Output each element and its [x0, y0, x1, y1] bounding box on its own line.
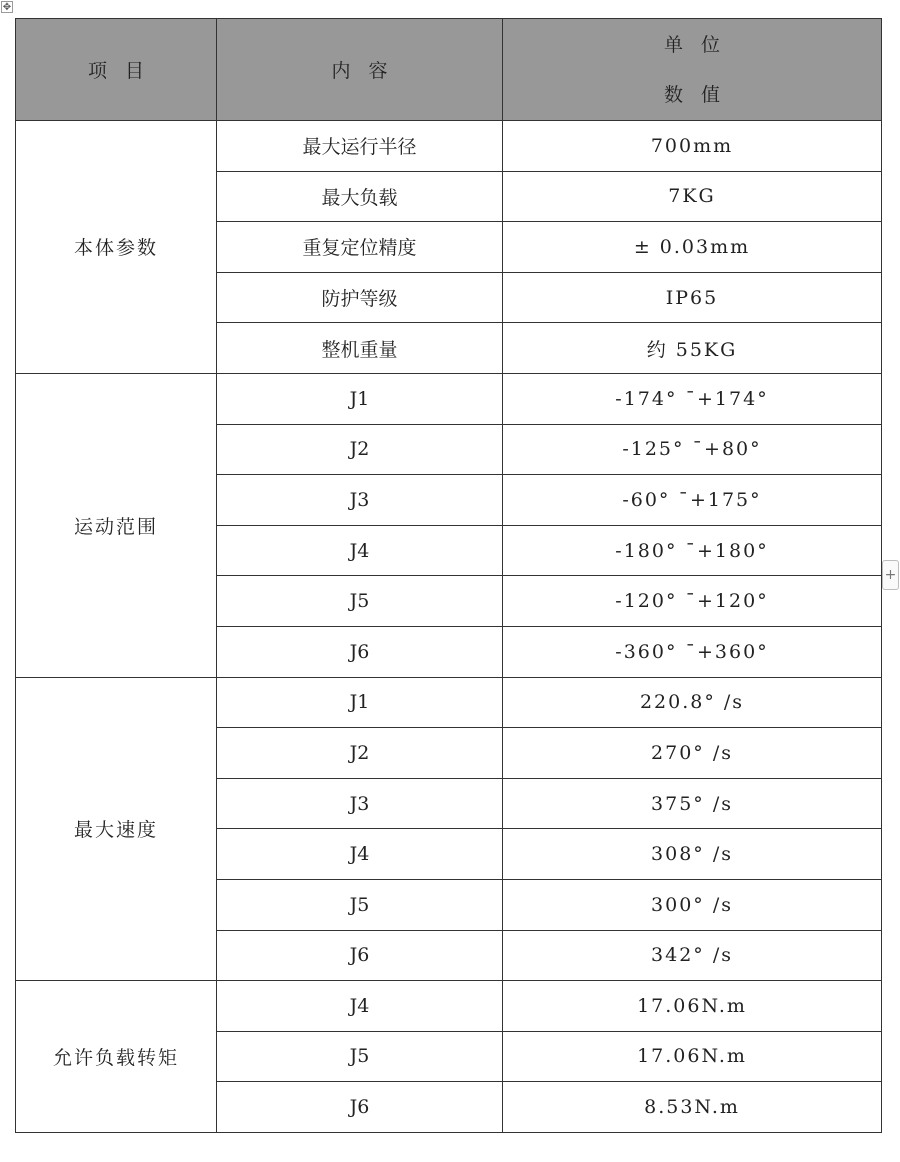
row-value: 7KG: [503, 171, 882, 222]
row-value: 270° /s: [503, 728, 882, 779]
add-row-plus-icon[interactable]: +: [882, 560, 899, 590]
table-row: [16, 373, 882, 424]
row-content: J1: [217, 373, 503, 424]
row-value: 375° /s: [503, 778, 882, 829]
header-content: 内容: [217, 19, 503, 121]
row-content: J5: [217, 576, 503, 627]
row-content: J6: [217, 1082, 503, 1133]
row-value: 220.8° /s: [503, 677, 882, 728]
row-content: J2: [217, 728, 503, 779]
group-label: 允许负载转矩: [16, 981, 217, 1133]
row-content: J2: [217, 424, 503, 475]
row-content: J6: [217, 626, 503, 677]
row-value: -180° ¯+180°: [503, 525, 882, 576]
row-value: -174° ¯+174°: [503, 373, 882, 424]
row-value: -125° ¯+80°: [503, 424, 882, 475]
group-label: 本体参数: [16, 121, 217, 374]
row-value: 300° /s: [503, 879, 882, 930]
row-content: J3: [217, 778, 503, 829]
row-content: J5: [217, 1031, 503, 1082]
header-row: [16, 19, 882, 121]
row-content: J3: [217, 475, 503, 526]
row-value: 700mm: [503, 121, 882, 172]
row-value: ± 0.03mm: [503, 222, 882, 273]
row-content: J1: [217, 677, 503, 728]
table-row: [16, 981, 882, 1032]
row-content: 最大运行半径: [217, 121, 503, 172]
header-unit-value: [503, 19, 882, 121]
group-label: 最大速度: [16, 677, 217, 981]
header-item: 项目: [16, 19, 217, 121]
row-content: J4: [217, 525, 503, 576]
row-value: 17.06N.m: [503, 981, 882, 1032]
row-content: 防护等级: [217, 272, 503, 323]
group-label: 运动范围: [16, 373, 217, 677]
row-content: 最大负载: [217, 171, 503, 222]
row-value: -60° ¯+175°: [503, 475, 882, 526]
header-unit: 单位: [663, 33, 738, 56]
row-value: 8.53N.m: [503, 1082, 882, 1133]
table-move-handle-icon[interactable]: ✥: [2, 2, 12, 13]
row-content: J5: [217, 879, 503, 930]
header-value: 数值: [663, 83, 738, 106]
row-value: -360° ¯+360°: [503, 626, 882, 677]
table-row: [16, 677, 882, 728]
row-content: J4: [217, 981, 503, 1032]
row-value: 342° /s: [503, 930, 882, 981]
row-content: J6: [217, 930, 503, 981]
row-value: 308° /s: [503, 829, 882, 880]
row-value: 约 55KG: [503, 323, 882, 374]
row-value: 17.06N.m: [503, 1031, 882, 1082]
row-content: J4: [217, 829, 503, 880]
row-content: 整机重量: [217, 323, 503, 374]
table-row: [16, 121, 882, 172]
row-content: 重复定位精度: [217, 222, 503, 273]
spec-table: [15, 18, 882, 1133]
row-value: -120° ¯+120°: [503, 576, 882, 627]
row-value: IP65: [503, 272, 882, 323]
